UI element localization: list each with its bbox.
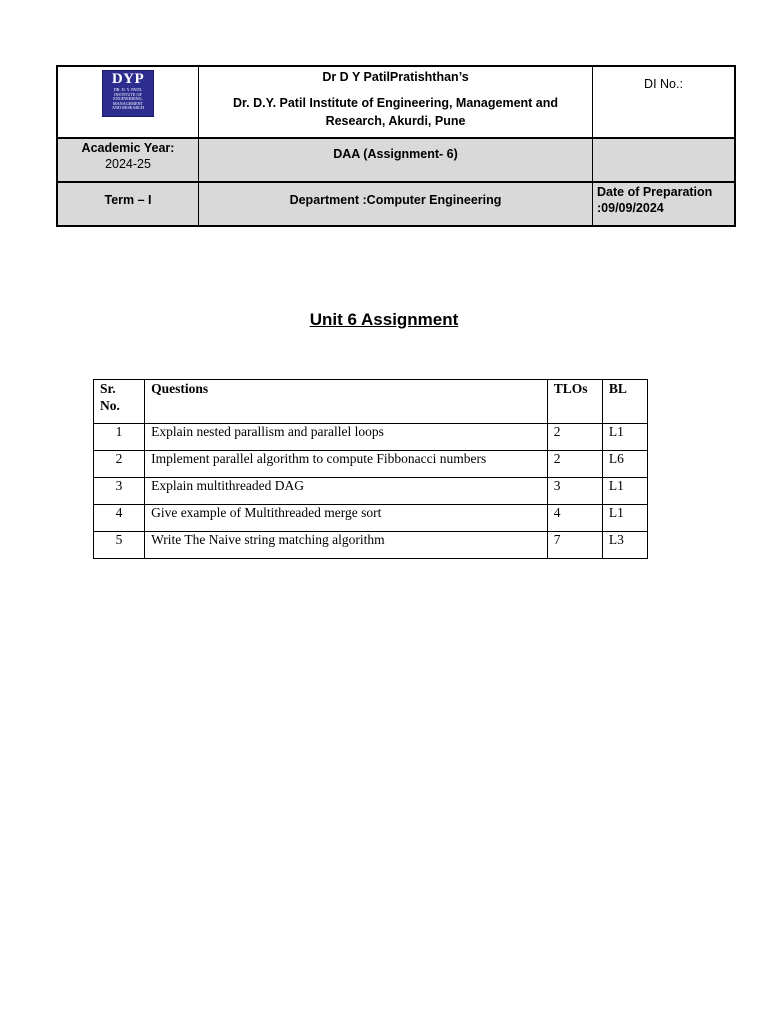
cell-question: Give example of Multithreaded merge sort	[145, 505, 548, 532]
table-row	[94, 451, 648, 478]
table-header-row	[94, 380, 648, 424]
assignment-title: DAA (Assignment- 6)	[333, 147, 458, 161]
cell-bl: L6	[602, 451, 647, 478]
date-of-preparation: Date of Preparation :09/09/2024	[597, 185, 713, 215]
institute-cell	[199, 67, 593, 139]
cell-sr-no: 2	[94, 451, 145, 478]
cell-question: Explain nested parallism and parallel loops	[145, 424, 548, 451]
cell-sr-no: 5	[94, 532, 145, 559]
column-header-sr-no: Sr. No.	[94, 380, 145, 424]
term-label: Term – I	[104, 193, 152, 207]
column-header-questions: Questions	[145, 380, 548, 424]
logo-text	[112, 88, 144, 111]
department-label: Department :Computer Engineering	[289, 193, 502, 207]
column-header-tlos: TLOs	[547, 380, 602, 424]
logo-mark: DYP	[111, 71, 145, 87]
logo-line: DR. D. Y. PATIL	[113, 87, 143, 92]
department-cell	[199, 183, 593, 225]
term-cell	[58, 183, 199, 225]
di-number-label: DI No.:	[644, 77, 683, 91]
table-row	[94, 532, 648, 559]
cell-sr-no: 1	[94, 424, 145, 451]
academic-year-value: 2024-25	[105, 157, 151, 171]
table-row	[94, 505, 648, 532]
empty-cell	[593, 139, 734, 183]
cell-tlos: 2	[547, 451, 602, 478]
table-row	[94, 478, 648, 505]
table-row	[94, 424, 648, 451]
logo-line: AND RESEARCH	[112, 105, 144, 111]
academic-year-label: Academic Year:	[81, 141, 175, 155]
cell-question: Write The Naive string matching algorithm	[145, 532, 548, 559]
cell-tlos: 7	[547, 532, 602, 559]
cell-question: Explain multithreaded DAG	[145, 478, 548, 505]
cell-question: Implement parallel algorithm to compute Fibbonacci numbers	[145, 451, 548, 478]
cell-bl: L3	[602, 532, 647, 559]
assignment-title-cell	[199, 139, 593, 183]
cell-tlos: 3	[547, 478, 602, 505]
date-of-preparation-cell	[593, 183, 734, 225]
trust-name: Dr D Y PatilPratishthan’s	[322, 70, 469, 84]
cell-sr-no: 3	[94, 478, 145, 505]
di-number-cell	[593, 67, 734, 139]
cell-tlos: 2	[547, 424, 602, 451]
cell-bl: L1	[602, 478, 647, 505]
logo-line: INSTITUTE OF	[114, 91, 142, 97]
logo-cell	[58, 67, 199, 139]
column-header-bl: BL	[602, 380, 647, 424]
logo-line: ENGINEERING,	[113, 96, 143, 102]
questions-table	[93, 379, 648, 559]
page-title: Unit 6 Assignment	[309, 310, 459, 329]
logo-line: MANAGEMENT	[112, 100, 144, 106]
academic-year-cell	[58, 139, 199, 183]
institute-logo	[102, 70, 154, 117]
cell-tlos: 4	[547, 505, 602, 532]
institute-name: Dr. D.Y. Patil Institute of Engineering, Management and Research, Akurdi, Pune	[232, 96, 559, 128]
cell-sr-no: 4	[94, 505, 145, 532]
document-header-table	[56, 65, 736, 227]
cell-bl: L1	[602, 424, 647, 451]
cell-bl: L1	[602, 505, 647, 532]
